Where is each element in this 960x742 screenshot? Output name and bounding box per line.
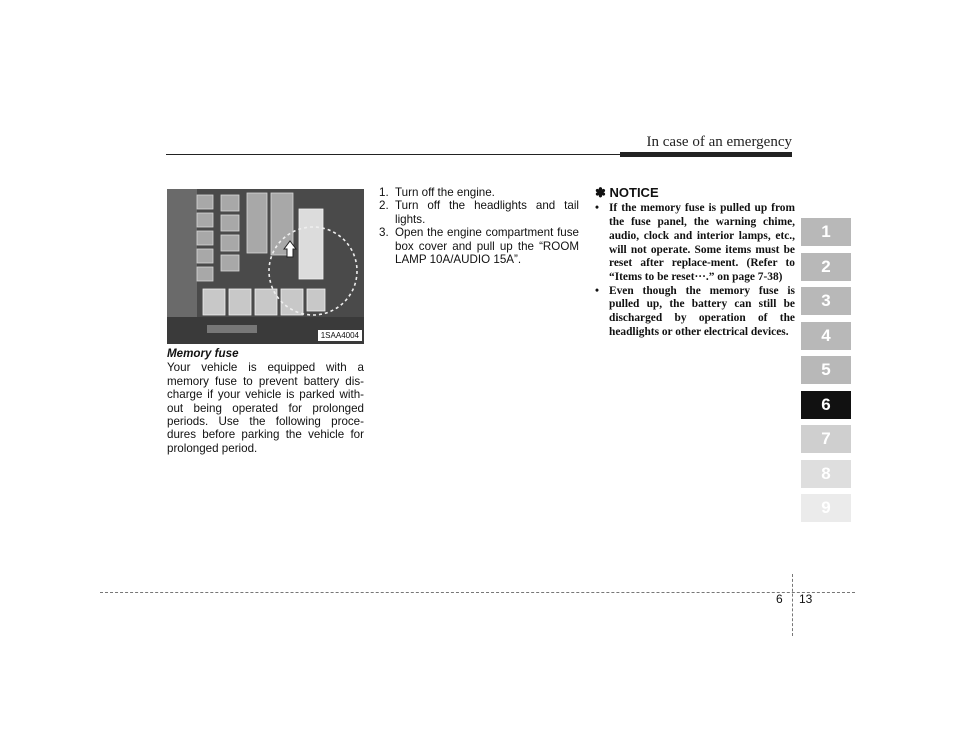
step-number: 1. (379, 186, 389, 199)
chapter-tab-5[interactable]: 5 (801, 356, 851, 384)
procedure-steps (379, 186, 579, 266)
notice-item (595, 285, 795, 340)
memory-fuse-heading: Memory fuse (167, 347, 239, 360)
step-item (379, 226, 579, 266)
chapter-tab-4[interactable]: 4 (801, 322, 851, 350)
fuse-box-photo (167, 189, 364, 344)
chapter-tab-2[interactable]: 2 (801, 253, 851, 281)
step-text: Turn off the headlights and tail lights. (395, 199, 579, 226)
chapter-tab-1[interactable]: 1 (801, 218, 851, 246)
notice-text: If the memory fuse is pulled up from the fuse panel, the warning chime, audio, clock and interior lamps, etc., will not operate. Some items must be reset after replace-ment. (Refer to “Items to be reset···.” on page 7-38) (609, 202, 795, 283)
page-number: 13 (799, 592, 813, 606)
fuse-box-illustration (167, 189, 364, 344)
notice-section (595, 186, 795, 339)
chapter-tab-3[interactable]: 3 (801, 287, 851, 315)
chapter-tab-8[interactable]: 8 (801, 460, 851, 488)
footer-rule (100, 592, 855, 593)
step-number: 3. (379, 226, 389, 240)
chapter-tab-6-active[interactable]: 6 (801, 391, 851, 419)
notice-heading: ✽ NOTICE (595, 185, 659, 200)
figure-code: 1SAA4004 (318, 330, 362, 341)
notice-item (595, 202, 795, 284)
footer-divider (792, 574, 793, 636)
step-item (379, 199, 579, 226)
step-text: Turn off the engine. (395, 186, 495, 199)
chapter-tabs (801, 218, 851, 529)
memory-fuse-body: Your vehicle is equipped with a memory fuse to prevent battery dis-charge if your vehicle is parked with-out being operated for prolonged periods. Use the following proce-dures before parking the vehicle for prolonged period. (167, 361, 364, 455)
step-text: Open the engine compartment fuse box cover and pull up the “ROOM LAMP 10A/AUDIO 15A”. (395, 226, 579, 267)
step-number: 2. (379, 199, 389, 213)
notice-text: Even though the memory fuse is pulled up, the battery can still be discharged by operation of the headlights or other electrical devices. (609, 284, 795, 338)
header-bar (620, 152, 792, 157)
bullet-icon: • (595, 202, 599, 215)
bullet-icon: • (595, 284, 599, 297)
chapter-tab-7[interactable]: 7 (801, 425, 851, 453)
step-item (379, 186, 579, 199)
running-header: In case of an emergency (646, 134, 792, 150)
chapter-tab-9[interactable]: 9 (801, 494, 851, 522)
memory-fuse-section (167, 347, 364, 455)
page-chapter-number: 6 (776, 592, 783, 606)
